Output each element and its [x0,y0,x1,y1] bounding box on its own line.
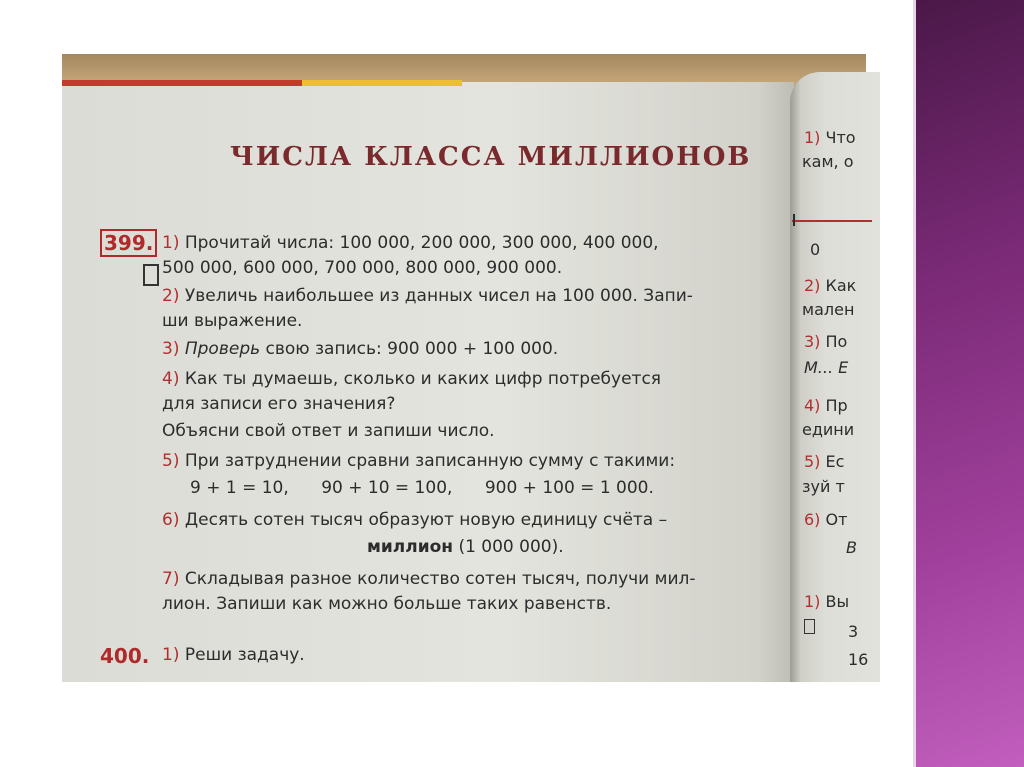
task-399-step-6: 6) Десять сотен тысяч образуют новую единицу счёта – [162,510,668,530]
task-399-step-7-cont: лион. Запиши как можно больше таких равенств. [162,594,612,614]
task-400-step-1: 1) Реши задачу. [162,645,305,665]
right-step-5: 5) Ес [804,452,845,471]
right-task-cont-2: 16 [848,650,869,669]
task-399-step-4-cont: для записи его значения? [162,394,396,414]
task-399-step-4: 4) Как ты думаешь, сколько и каких цифр потребуется [162,369,662,389]
task-399-step-4-explain: Объясни свой ответ и запиши число. [162,421,495,441]
notebook-icon-right [804,619,815,634]
right-task-cont-1: 3 [848,622,859,641]
yellow-page-strip [302,80,462,86]
right-step-2-cont: мален [802,300,855,319]
right-step-1: 1) Что [804,128,856,147]
task-399-step-5: 5) При затруднении сравни записанную сумму с такими: [162,451,676,471]
task-399-step-5-examples: 9 + 1 = 10, 90 + 10 = 100, 900 + 100 = 1 000. [190,478,654,498]
right-step-2: 2) Как [804,276,857,295]
right-step-5-cont: зуй т [802,477,845,496]
right-task-step-1: 1) Вы [804,592,850,611]
task-399-step-2-cont: ши выражение. [162,311,303,331]
task-399-step-7: 7) Складывая разное количество сотен тысяч, получи мил- [162,569,696,589]
task-399-step-3: 3) Проверь свою запись: 900 000 + 100 000. [162,339,559,359]
right-step-1-cont: кам, о [802,152,854,171]
page-title: ЧИСЛА КЛАССА МИЛЛИОНОВ [230,142,752,172]
number-line-zero: 0 [810,240,821,259]
right-step-6: 6) От [804,510,848,529]
textbook-photo [62,54,869,676]
right-step-6-cont: В [846,538,857,557]
number-line-tick [793,214,795,226]
right-step-3-cont: М... Е [804,358,849,377]
band-edge [913,0,916,767]
slide-decoration-band [913,0,1024,767]
red-page-strip [62,80,302,86]
right-step-4-cont: едини [802,420,855,439]
task-399-step-2: 2) Увеличь наибольшее из данных чисел на 100 000. Запи- [162,286,693,306]
task-399-step-6-million: миллион (1 000 000). [367,537,564,557]
right-step-4: 4) Пр [804,396,848,415]
notebook-icon [143,264,159,286]
task-399-number: 399. [100,229,157,257]
task-399-step-1-cont: 500 000, 600 000, 700 000, 800 000, 900 000. [162,258,563,278]
number-line [792,220,872,222]
right-step-3: 3) По [804,332,848,351]
task-399-step-1: 1) Прочитай числа: 100 000, 200 000, 300 000, 400 000, [162,233,659,253]
task-400-number: 400. [100,644,150,668]
